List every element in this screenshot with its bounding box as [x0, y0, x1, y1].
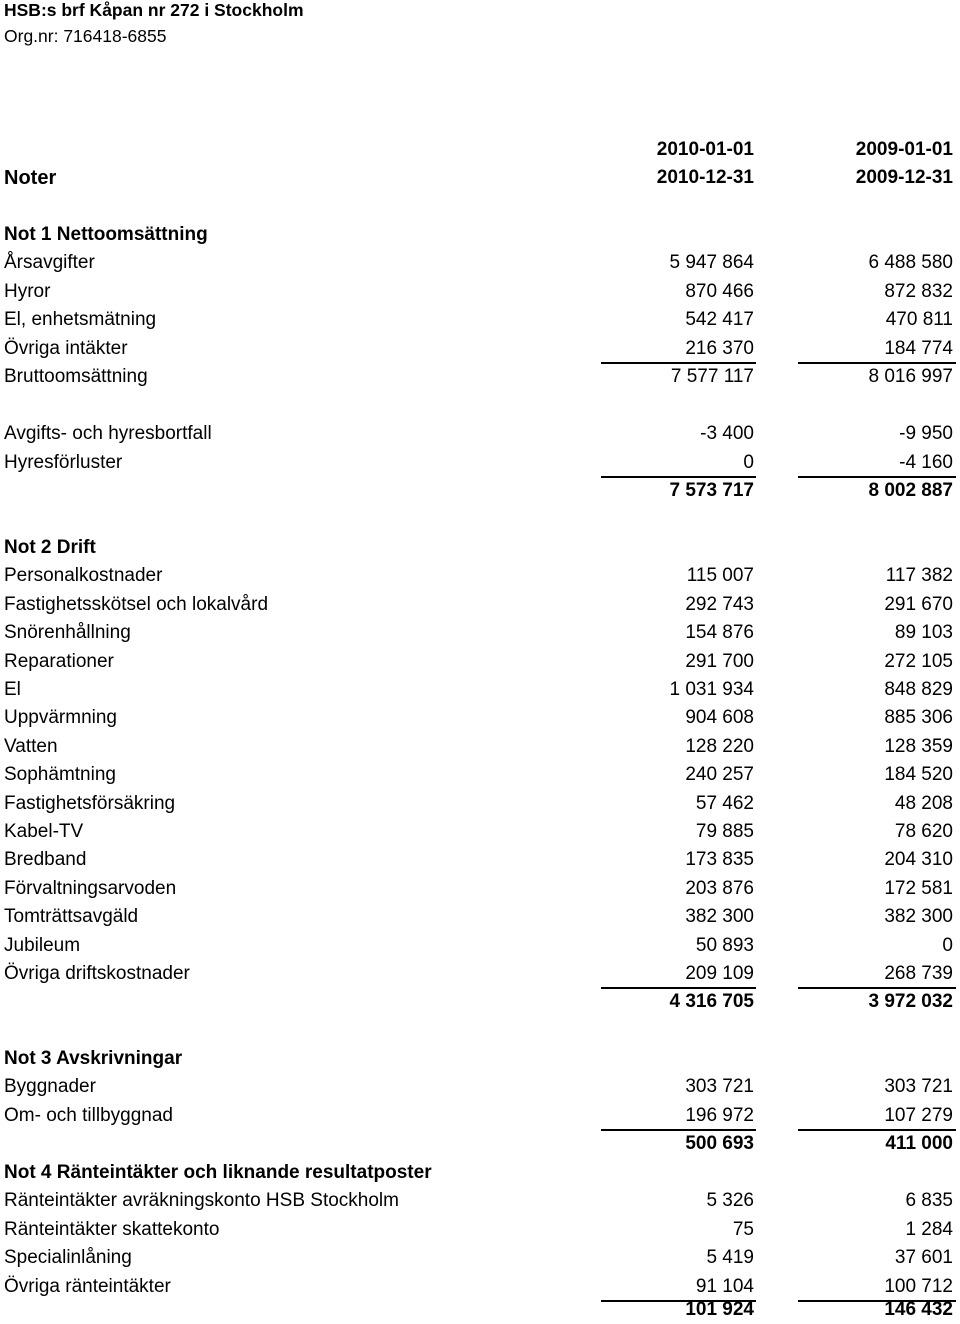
row-label: Övriga intäkter — [4, 338, 128, 359]
period-2009-to: 2009-12-31 — [855, 167, 953, 188]
value-2009: 204 310 — [884, 849, 953, 870]
value-2009: 89 103 — [894, 622, 953, 643]
total-2010: 4 316 705 — [669, 991, 754, 1012]
value-2010: 154 876 — [685, 622, 754, 643]
value-2010: 542 417 — [685, 309, 754, 330]
row-label: Specialinlåning — [4, 1247, 132, 1268]
period-2010-from: 2010-01-01 — [656, 139, 754, 160]
table-row — [0, 960, 960, 988]
value-2009: 268 739 — [884, 963, 953, 984]
value-2009: -4 160 — [899, 452, 953, 473]
value-2009: -9 950 — [899, 423, 953, 444]
value-2009: 848 829 — [884, 679, 953, 700]
value-2009: 382 300 — [884, 906, 953, 927]
row-label: Personalkostnader — [4, 565, 163, 586]
value-2010: 0 — [743, 452, 754, 473]
table-row — [0, 619, 960, 647]
table-row — [0, 932, 960, 960]
value-2009: 184 520 — [884, 764, 953, 785]
table-row — [0, 420, 960, 448]
value-2010: 5 326 — [706, 1190, 754, 1211]
table-row — [0, 875, 960, 903]
row-label: Snörenhållning — [4, 622, 131, 643]
value-2009: 291 670 — [884, 594, 953, 615]
table-row — [0, 1216, 960, 1244]
value-2010: 196 972 — [685, 1105, 754, 1126]
note-1-title: Not 1 Nettoomsättning — [4, 224, 208, 245]
row-label: Sophämtning — [4, 764, 116, 785]
value-2009: 6 835 — [905, 1190, 953, 1211]
value-2009: 172 581 — [884, 878, 953, 899]
table-row — [0, 335, 960, 363]
table-row — [0, 363, 960, 391]
value-2010: 57 462 — [695, 793, 754, 814]
row-label: Fastighetsförsäkring — [4, 793, 176, 814]
value-2010: 216 370 — [685, 338, 754, 359]
period-2010-to: 2010-12-31 — [656, 167, 754, 188]
value-2009: 184 774 — [884, 338, 953, 359]
row-label: Övriga driftskostnader — [4, 963, 190, 984]
value-2009: 303 721 — [884, 1076, 953, 1097]
row-label: El — [4, 679, 21, 700]
note-3-heading — [0, 1045, 960, 1073]
table-row — [0, 1073, 960, 1101]
row-label: Hyresförluster — [4, 452, 123, 473]
value-2009: 128 359 — [884, 736, 953, 757]
total-2009: 146 432 — [884, 1299, 953, 1320]
total-2009: 411 000 — [885, 1133, 953, 1154]
table-row — [0, 249, 960, 277]
value-2010: 382 300 — [685, 906, 754, 927]
table-row — [0, 648, 960, 676]
value-2010: 7 577 117 — [670, 366, 754, 387]
note-2-title: Not 2 Drift — [4, 537, 96, 558]
value-2009: 1 284 — [905, 1219, 953, 1240]
note-4-title: Not 4 Ränteintäkter och liknande resultatposter — [4, 1162, 432, 1183]
value-2010: 91 104 — [695, 1276, 754, 1297]
row-label: Årsavgifter — [4, 252, 95, 273]
table-row — [0, 733, 960, 761]
value-2010: 173 835 — [685, 849, 754, 870]
row-label: Reparationer — [4, 651, 114, 672]
row-label: Uppvärmning — [4, 707, 117, 728]
value-2010: 79 885 — [695, 821, 754, 842]
row-label: Hyror — [4, 281, 51, 302]
table-row — [0, 1244, 960, 1272]
total-row — [0, 477, 960, 505]
total-row — [0, 1296, 960, 1324]
value-2010: 203 876 — [685, 878, 754, 899]
value-2009: 470 811 — [885, 309, 953, 330]
value-2009: 117 382 — [885, 565, 953, 586]
row-label: Tomträttsavgäld — [4, 906, 139, 927]
value-2009: 6 488 580 — [868, 252, 953, 273]
row-label: Förvaltningsarvoden — [4, 878, 177, 899]
value-2009: 48 208 — [894, 793, 953, 814]
table-row — [0, 449, 960, 477]
table-row — [0, 790, 960, 818]
value-2010: 240 257 — [685, 764, 754, 785]
table-row — [0, 818, 960, 846]
row-label: Kabel-TV — [4, 821, 84, 842]
row-label: Ränteintäkter avräkningskonto HSB Stockholm — [4, 1190, 399, 1211]
value-2010: 50 893 — [695, 935, 754, 956]
value-2009: 872 832 — [884, 281, 953, 302]
note-3-title: Not 3 Avskrivningar — [4, 1048, 183, 1069]
table-row — [0, 903, 960, 931]
table-row — [0, 306, 960, 334]
value-2010: 291 700 — [685, 651, 754, 672]
table-row — [0, 846, 960, 874]
note-4-heading — [0, 1159, 960, 1187]
period-start-row — [0, 136, 960, 164]
table-row — [0, 676, 960, 704]
value-2010: 870 466 — [685, 281, 754, 302]
table-row — [0, 278, 960, 306]
table-row — [0, 562, 960, 590]
value-2010: 904 608 — [685, 707, 754, 728]
value-2009: 37 601 — [894, 1247, 953, 1268]
total-2009: 8 002 887 — [868, 480, 953, 501]
row-label: Byggnader — [4, 1076, 96, 1097]
value-2009: 885 306 — [884, 707, 953, 728]
row-label: Ränteintäkter skattekonto — [4, 1219, 220, 1240]
table-row — [0, 1187, 960, 1215]
period-end-row — [0, 164, 960, 192]
total-2010: 101 924 — [685, 1299, 754, 1320]
value-2010: 5 419 — [706, 1247, 754, 1268]
row-label: Fastighetsskötsel och lokalvård — [4, 594, 269, 615]
value-2009: 100 712 — [884, 1276, 953, 1297]
value-2010: 1 031 934 — [669, 679, 754, 700]
value-2009: 8 016 997 — [868, 366, 953, 387]
value-2009: 78 620 — [894, 821, 953, 842]
total-row — [0, 1130, 960, 1158]
value-2009: 107 279 — [884, 1105, 953, 1126]
value-2010: 128 220 — [685, 736, 754, 757]
value-2010: 5 947 864 — [669, 252, 754, 273]
org-number: Org.nr: 716418-6855 — [4, 26, 167, 46]
value-2009: 272 105 — [884, 651, 953, 672]
table-row — [0, 591, 960, 619]
row-label: Jubileum — [4, 935, 81, 956]
row-label: Bruttoomsättning — [4, 366, 148, 387]
total-2009: 3 972 032 — [868, 991, 953, 1012]
table-row — [0, 761, 960, 789]
table-row — [0, 1102, 960, 1130]
value-2010: 303 721 — [685, 1076, 754, 1097]
value-2010: 75 — [732, 1219, 754, 1240]
row-label: Avgifts- och hyresbortfall — [4, 423, 212, 444]
row-label: Om- och tillbyggnad — [4, 1105, 173, 1126]
total-row — [0, 988, 960, 1016]
value-2010: 209 109 — [685, 963, 754, 984]
total-2010: 7 573 717 — [669, 480, 754, 501]
note-1-heading — [0, 221, 960, 249]
value-2010: 115 007 — [686, 565, 754, 586]
period-2009-from: 2009-01-01 — [855, 139, 953, 160]
row-label: El, enhetsmätning — [4, 309, 157, 330]
association-name: HSB:s brf Kåpan nr 272 i Stockholm — [4, 0, 304, 20]
row-label: Övriga ränteintäkter — [4, 1276, 171, 1297]
value-2010: 292 743 — [685, 594, 754, 615]
row-label: Bredband — [4, 849, 87, 870]
row-label: Vatten — [4, 736, 58, 757]
page-title: Noter — [4, 167, 57, 189]
value-2009: 0 — [942, 935, 953, 956]
table-row — [0, 704, 960, 732]
value-2010: -3 400 — [700, 423, 754, 444]
note-2-heading — [0, 534, 960, 562]
total-2010: 500 693 — [685, 1133, 754, 1154]
